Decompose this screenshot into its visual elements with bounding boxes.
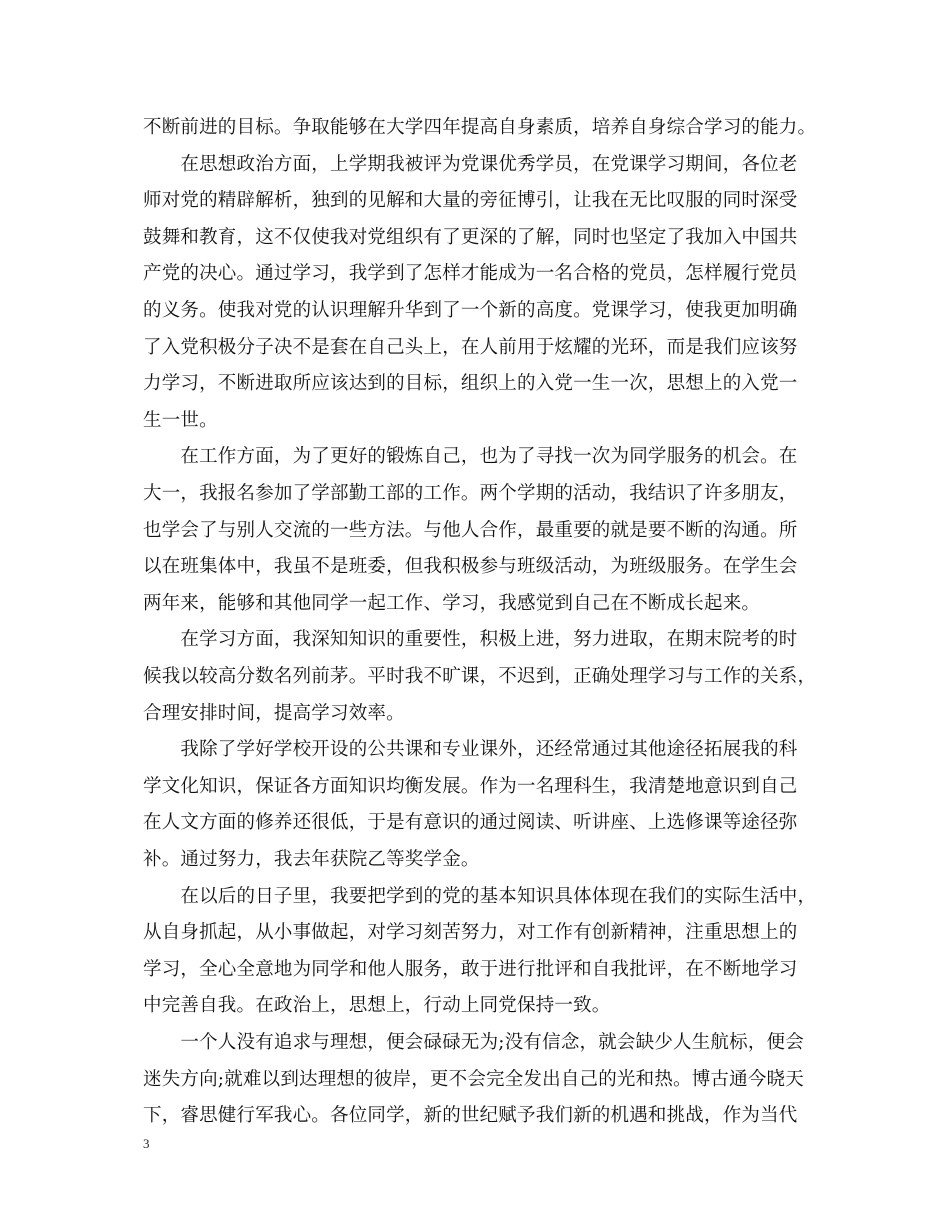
text-line: 我除了学好学校开设的公共课和专业课外，还经常通过其他途径拓展我的科 bbox=[143, 739, 798, 761]
text-line: 在以后的日子里，我要把学到的党的基本知识具体体现在我们的实际生活中， bbox=[143, 885, 817, 907]
text-line: 候我以较高分数名列前茅。平时我不旷课，不迟到，正确处理学习与工作的关系， bbox=[143, 666, 817, 687]
text-line: 生一世。 bbox=[143, 409, 218, 431]
text-line: 补。通过努力，我去年获院乙等奖学金。 bbox=[143, 849, 480, 870]
text-line: 两年来，能够和其他同学一起工作、学习，我感觉到自己在不断成长起来。 bbox=[143, 592, 761, 614]
text-line: 产党的决心。通过学习，我学到了怎样才能成为一名合格的党员，怎样履行党员 bbox=[143, 263, 798, 285]
text-line: 中完善自我。在政治上，思想上，行动上同党保持一致。 bbox=[143, 995, 611, 1017]
text-line: 从自身抓起，从小事做起，对学习刻苦努力，对工作有创新精神，注重思想上的 bbox=[143, 922, 798, 944]
text-line: 鼓舞和教育，这不仅使我对党组织有了更深的了解，同时也坚定了我加入中国共 bbox=[143, 226, 798, 248]
text-line: 不断前进的目标。争取能够在大学四年提高自身素质，培养自身综合学习的能力。 bbox=[143, 117, 817, 138]
text-line: 也学会了与别人交流的一些方法。与他人合作，最重要的就是要不断的沟通。所 bbox=[143, 519, 798, 541]
text-line: 下，睿思健行军我心。各位同学，新的世纪赋予我们新的机遇和挑战，作为当代 bbox=[143, 1105, 798, 1127]
page-number: 3 bbox=[143, 1136, 150, 1151]
text-line: 合理安排时间，提高学习效率。 bbox=[143, 702, 405, 724]
text-line: 以在班集体中，我虽不是班委，但我积极参与班级活动，为班级服务。在学生会 bbox=[143, 556, 798, 578]
text-line: 在思想政治方面，上学期我被评为党课优秀学员，在党课学习期间，各位老 bbox=[143, 153, 798, 175]
text-line: 了入党积极分子决不是套在自己头上，在人前用于炫耀的光环，而是我们应该努 bbox=[143, 336, 798, 358]
text-line: 在人文方面的修养还很低，于是有意识的通过阅读、听讲座、上选修课等途径弥 bbox=[143, 812, 798, 834]
text-line: 迷失方向;就难以到达理想的彼岸，更不会完全发出自己的光和热。博古通今晓天 bbox=[143, 1068, 804, 1090]
text-line: 一个人没有追求与理想，便会碌碌无为;没有信念，就会缺少人生航标，便会 bbox=[143, 1032, 804, 1053]
text-line: 师对党的精辟解析，独到的见解和大量的旁征博引，让我在无比叹服的同时深受 bbox=[143, 190, 798, 212]
text-line: 力学习，不断进取所应该达到的目标，组织上的入党一生一次，思想上的入党一 bbox=[143, 373, 798, 395]
text-line: 学习，全心全意地为同学和他人服务，敢于进行批评和自我批评，在不断地学习 bbox=[143, 958, 798, 980]
text-line: 在学习方面，我深知知识的重要性，积极上进，努力进取，在期末院考的时 bbox=[143, 629, 798, 651]
text-line: 的义务。使我对党的认识理解升华到了一个新的高度。党课学习，使我更加明确 bbox=[143, 300, 798, 321]
text-line: 大一，我报名参加了学部勤工部的工作。两个学期的活动，我结识了许多朋友， bbox=[143, 483, 798, 504]
text-line: 学文化知识，保证各方面知识均衡发展。作为一名理科生，我清楚地意识到自己 bbox=[143, 775, 798, 797]
text-line: 在工作方面，为了更好的锻炼自己，也为了寻找一次为同学服务的机会。在 bbox=[143, 446, 798, 468]
